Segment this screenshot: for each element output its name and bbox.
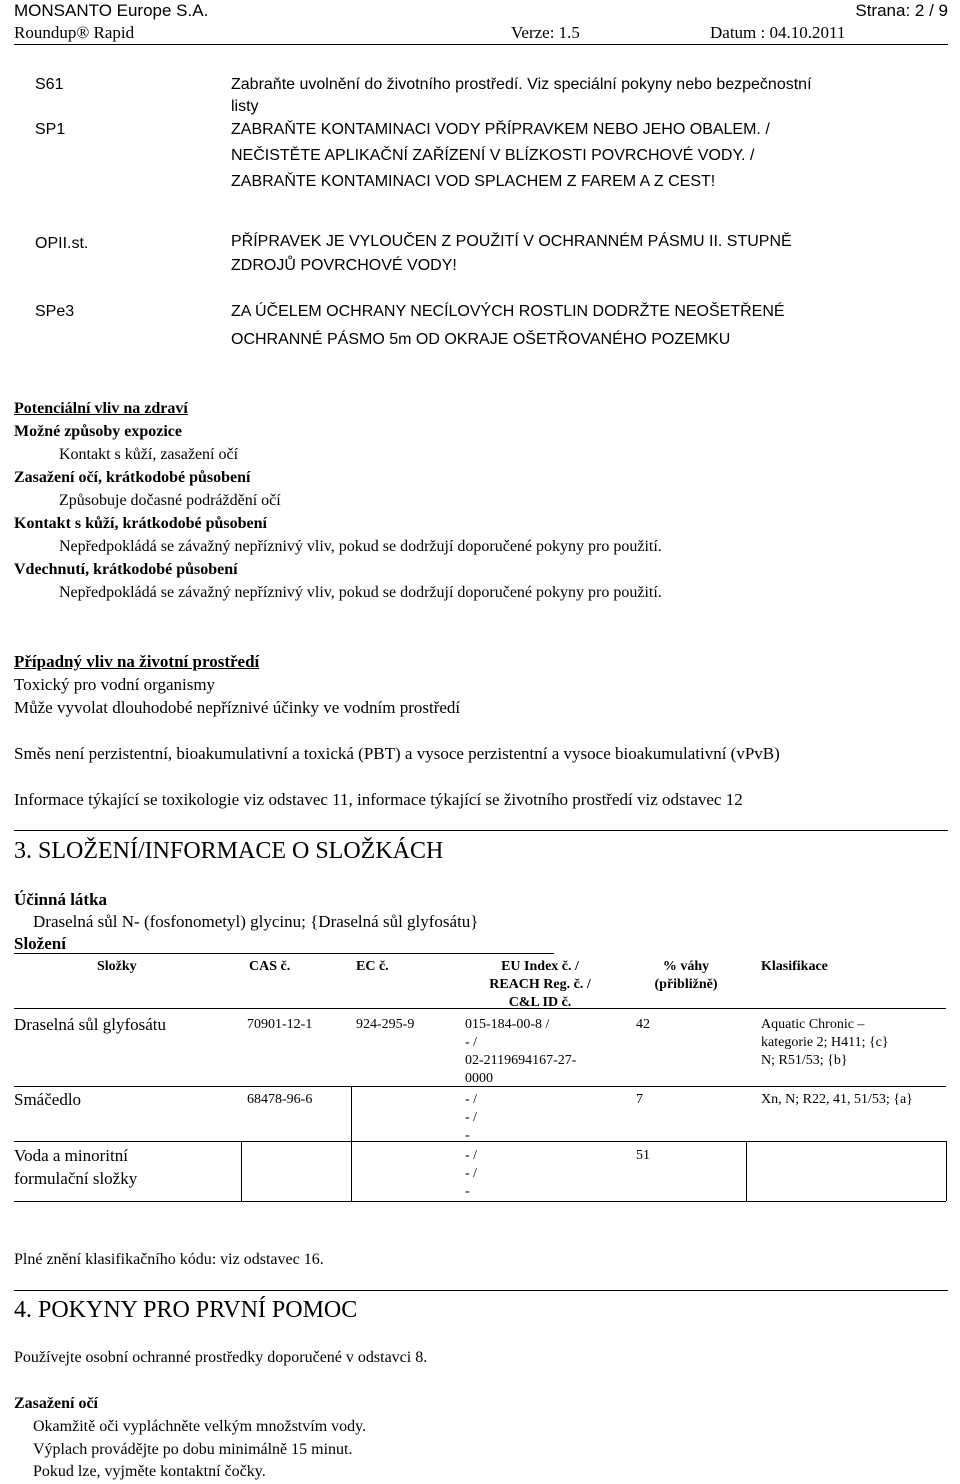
eye-heading: Zasažení očí, krátkodobé působení — [14, 469, 251, 486]
phrase-code: SP1 — [35, 121, 66, 138]
first-aid-line: Pokud lze, vyjměte kontaktní čočky. — [33, 1463, 266, 1480]
env-title: Případný vliv na životní prostředí — [14, 652, 260, 671]
classification-line: kategorie 2; H411; {c} — [761, 1035, 889, 1050]
col-header-component: Složky — [97, 959, 137, 974]
composition-underline — [14, 953, 554, 954]
eu-header-line: REACH Reg. č. / — [489, 977, 591, 992]
phrase-code: S61 — [35, 76, 64, 93]
col-header-cas: CAS č. — [249, 959, 291, 974]
table-cell-border — [241, 1141, 242, 1201]
eu-index-line: - / — [465, 1092, 478, 1107]
col-header-ec: EC č. — [356, 959, 389, 974]
inhalation-heading: Vdechnutí, krátkodobé působení — [14, 561, 238, 578]
exposure-text: Kontakt s kůží, zasažení očí — [59, 446, 239, 463]
section-divider — [14, 1290, 948, 1291]
eye-text: Způsobuje dočasné podráždění očí — [59, 492, 281, 509]
phrase-text: PŘÍPRAVEK JE VYLOUČEN Z POUŽITÍ V OCHRANNÉM PÁSMU II. STUPNĚ — [231, 233, 792, 250]
doc-date: Datum : 04.10.2011 — [710, 23, 846, 42]
phrase-text: ZABRAŇTE KONTAMINACI VOD SPLACHEM Z FAREM A Z CEST! — [231, 173, 716, 190]
first-aid-eye-heading: Zasažení očí — [14, 1395, 98, 1412]
active-text: Draselná sůl N- (fosfonometyl) glycinu; {Draselná sůl glyfosátu} — [33, 912, 479, 931]
phrase-text: OCHRANNÉ PÁSMO 5m OD OKRAJE OŠETŘOVANÉHO POZEMKU — [231, 331, 731, 348]
eu-header-line: C&L ID č. — [508, 995, 572, 1010]
health-title: Potenciální vliv na zdraví — [14, 400, 188, 417]
skin-heading: Kontakt s kůží, krátkodobé působení — [14, 515, 267, 532]
eu-index-line: - / — [465, 1166, 478, 1181]
section4-heading: 4. POKYNY PRO PRVNÍ POMOC — [14, 1297, 358, 1323]
first-aid-line: Výplach provádějte po dobu minimálně 15 minut. — [33, 1441, 353, 1458]
section-divider — [14, 830, 948, 831]
section3-heading: 3. SLOŽENÍ/INFORMACE O SLOŽKÁCH — [14, 838, 444, 864]
eu-index-line: - / — [465, 1110, 478, 1125]
weight-value: 42 — [636, 1017, 650, 1032]
table-cell-border — [746, 1141, 747, 1201]
active-heading: Účinná látka — [14, 890, 108, 909]
page-number: Strana: 2 / 9 — [855, 1, 948, 20]
env-line: Toxický pro vodní organismy — [14, 675, 216, 694]
first-aid-line: Okamžitě oči vypláchněte velkým množstvím vody. — [33, 1418, 367, 1435]
pbt-statement: Směs není perzistentní, bioakumulativní a toxická (PBT) a vysoce perzistentní a vysoce bioakumulativní (vPvB) — [14, 744, 780, 763]
weight-header-line: (přibližně) — [654, 977, 718, 992]
info-reference: Informace týkající se toxikologie viz odstavec 11, informace týkající se životního prostředí viz odstavec 12 — [14, 790, 743, 809]
weight-value: 51 — [636, 1148, 650, 1163]
table-row-divider — [14, 1086, 946, 1087]
col-header-class: Klasifikace — [761, 959, 828, 974]
classification-note: Plné znění klasifikačního kódu: viz odstavec 16. — [14, 1251, 324, 1268]
weight-header-line: % váhy — [662, 959, 710, 974]
eu-index-line: - — [465, 1128, 470, 1143]
skin-text: Nepředpokládá se závažný nepříznivý vliv, pokud se dodržují doporučené pokyny pro použití. — [59, 538, 662, 555]
phrase-text: ZA ÚČELEM OCHRANY NECÍLOVÝCH ROSTLIN DODRŽTE NEOŠETŘENÉ — [231, 303, 785, 320]
classification-line: Xn, N; R22, 41, 51/53; {a} — [761, 1092, 913, 1107]
component-name: Draselná sůl glyfosátu — [14, 1015, 167, 1034]
col-header-weight — [636, 958, 736, 994]
eu-index-line: - / — [465, 1148, 478, 1163]
cas-number: 70901-12-1 — [247, 1017, 313, 1032]
eu-index-line: - — [465, 1184, 470, 1199]
phrase-text: NEČISTĚTE APLIKAČNÍ ZAŘÍZENÍ V BLÍZKOSTI POVRCHOVÉ VODY. / — [231, 147, 755, 164]
eu-index-line: 015-184-00-8 / — [465, 1017, 550, 1032]
exposure-heading: Možné způsoby expozice — [14, 423, 182, 440]
eu-index-line: - / — [465, 1035, 478, 1050]
phrase-text: ZABRAŇTE KONTAMINACI VODY PŘÍPRAVKEM NEBO JEHO OBALEM. / — [231, 121, 770, 138]
eu-index-line: 02-2119694167-27- — [465, 1053, 577, 1068]
table-cell-border — [946, 1141, 947, 1201]
env-line: Může vyvolat dlouhodobé nepříznivé účinky ve vodním prostředí — [14, 698, 461, 717]
component-name: Smáčedlo — [14, 1090, 82, 1109]
phrase-text: ZDROJŮ POVRCHOVÉ VODY! — [231, 257, 457, 274]
product-name: Roundup® Rapid — [14, 23, 135, 42]
eu-index-line: 0000 — [465, 1071, 493, 1086]
component-name: Voda a minoritní — [14, 1146, 128, 1165]
col-header-eu — [470, 958, 610, 1012]
header-divider — [14, 44, 948, 45]
phrase-code: OPII.st. — [35, 235, 89, 252]
table-row-divider — [14, 1141, 946, 1142]
component-name: formulační složky — [14, 1169, 138, 1188]
inhalation-text: Nepředpokládá se závažný nepříznivý vliv, pokud se dodržují doporučené pokyny pro použití. — [59, 584, 662, 601]
table-bottom — [14, 1201, 946, 1202]
table-row-divider — [14, 1008, 946, 1009]
ec-number: 924-295-9 — [356, 1017, 415, 1032]
weight-value: 7 — [636, 1092, 643, 1107]
classification-line: Aquatic Chronic – — [761, 1017, 865, 1032]
company-name: MONSANTO Europe S.A. — [14, 1, 209, 20]
phrase-text: Zabraňte uvolnění do životního prostředí. Viz speciální pokyny nebo bezpečnostní — [231, 76, 812, 93]
composition-heading: Složení — [14, 934, 66, 953]
table-cell-border — [351, 1086, 352, 1201]
version: Verze: 1.5 — [511, 23, 580, 42]
phrase-text: listy — [231, 98, 259, 115]
eu-header-line: EU Index č. / — [501, 959, 579, 974]
classification-line: N; R51/53; {b} — [761, 1053, 848, 1068]
ppe-note: Používejte osobní ochranné prostředky doporučené v odstavci 8. — [14, 1349, 428, 1366]
cas-number: 68478-96-6 — [247, 1092, 313, 1107]
phrase-code: SPe3 — [35, 303, 75, 320]
